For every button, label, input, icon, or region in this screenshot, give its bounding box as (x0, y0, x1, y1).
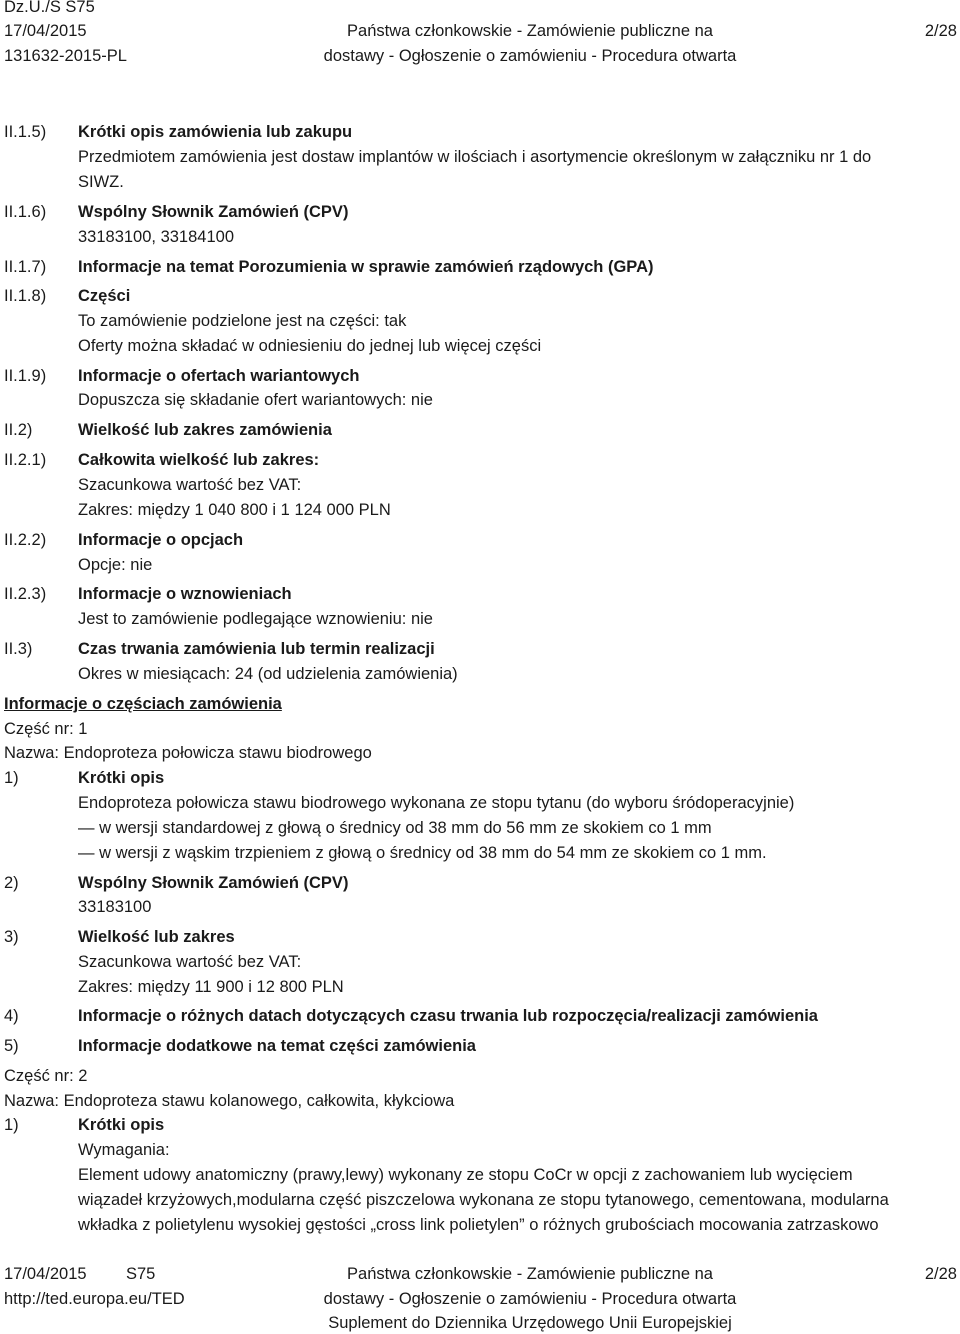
section-heading: Czas trwania zamówienia lub termin realizacji (78, 640, 435, 658)
part-name: Nazwa: Endoproteza połowicza stawu biodrowego (4, 744, 372, 762)
section-number: II.2.2) (4, 531, 47, 549)
item-text: Szacunkowa wartość bez VAT: (78, 953, 302, 971)
item-number: 1) (4, 1116, 19, 1134)
item-text: wiązadeł krzyżowych,modularna część piszczelowa wykonana ze stopu tytanowego, cementowana, modularna (78, 1191, 889, 1209)
header-title-line1: Państwa członkowskie - Zamówienie publiczne na (347, 22, 713, 40)
footer-title-line1: Państwa członkowskie - Zamówienie publiczne na (347, 1265, 713, 1283)
section-heading: Całkowita wielkość lub zakres: (78, 451, 320, 469)
item-heading: Informacje o różnych datach dotyczących czasu trwania lub rozpoczęcia/realizacji zamówienia (78, 1007, 818, 1025)
item-text: Element udowy anatomiczny (prawy,lewy) wykonany ze stopu CoCr w opcji z zachowaniem lub wycięciem (78, 1166, 853, 1184)
item-number: 5) (4, 1037, 19, 1055)
footer-url[interactable]: http://ted.europa.eu/TED (4, 1290, 185, 1308)
section-text: Okres w miesiącach: 24 (od udzielenia zamówienia) (78, 665, 458, 683)
section-heading: Części (78, 287, 131, 305)
footer-title-line3: Suplement do Dziennika Urzędowego Unii Europejskiej (328, 1314, 732, 1332)
section-text: Szacunkowa wartość bez VAT: (78, 476, 302, 494)
part-name: Nazwa: Endoproteza stawu kolanowego, całkowita, kłykciowa (4, 1092, 455, 1110)
item-heading: Krótki opis (78, 1116, 165, 1134)
section-heading: Informacje o wznowieniach (78, 585, 292, 603)
section-number: II.1.5) (4, 123, 47, 141)
item-text: Wymagania: (78, 1141, 170, 1159)
footer-series: S75 (126, 1265, 156, 1283)
part-number: Część nr: 1 (4, 720, 88, 738)
item-text: 33183100 (78, 898, 152, 916)
item-text: wkładka z polietylenu wysokiej gęstości „cross link polietylen” o różnych grubościach mocowania zatrzaskowo (78, 1216, 879, 1234)
section-number: II.1.7) (4, 258, 47, 276)
item-heading: Krótki opis (78, 769, 165, 787)
footer-title-line2: dostawy - Ogłoszenie o zamówieniu - Procedura otwarta (323, 1290, 737, 1308)
section-number: II.1.6) (4, 203, 47, 221)
section-text: 33183100, 33184100 (78, 228, 234, 246)
header-page: 2/28 (924, 22, 957, 40)
header-journal: Dz.U./S S75 (4, 0, 95, 16)
section-text: Przedmiotem zamówienia jest dostaw implantów w ilościach i asortymencie określonym w załączniku nr 1 do (78, 148, 872, 166)
section-heading: Wielkość lub zakres zamówienia (78, 421, 332, 439)
item-number: 2) (4, 874, 19, 892)
section-heading: Informacje na temat Porozumienia w sprawie zamówień rządowych (GPA) (78, 258, 654, 276)
section-text: Dopuszcza się składanie ofert wariantowych: nie (78, 391, 433, 409)
part-number: Część nr: 2 (4, 1067, 88, 1085)
item-text: — w wersji standardowej z głową o średnicy od 38 mm do 56 mm ze skokiem co 1 mm (78, 819, 712, 837)
item-text: — w wersji z wąskim trzpieniem z głową o średnicy od 38 mm do 54 mm ze skokiem co 1 mm. (78, 844, 767, 862)
section-number: II.1.8) (4, 287, 47, 305)
section-text: Oferty można składać w odniesieniu do jednej lub więcej części (78, 337, 542, 355)
header-date: 17/04/2015 (4, 22, 87, 40)
section-heading: Krótki opis zamówienia lub zakupu (78, 123, 353, 141)
section-text: Zakres: między 1 040 800 i 1 124 000 PLN (78, 501, 391, 519)
item-number: 1) (4, 769, 19, 787)
item-heading: Informacje dodatkowe na temat części zamówienia (78, 1037, 476, 1055)
section-number: II.2.3) (4, 585, 47, 603)
item-heading: Wspólny Słownik Zamówień (CPV) (78, 874, 349, 892)
footer-page: 2/28 (924, 1265, 957, 1283)
item-text: Zakres: między 11 900 i 12 800 PLN (78, 978, 344, 996)
section-number: II.1.9) (4, 367, 47, 385)
parts-heading: Informacje o częściach zamówienia (4, 695, 282, 713)
footer-date: 17/04/2015 (4, 1265, 87, 1283)
header-doc-id: 131632-2015-PL (4, 47, 127, 65)
header-title-line2: dostawy - Ogłoszenie o zamówieniu - Procedura otwarta (323, 47, 737, 65)
item-text: Endoproteza połowicza stawu biodrowego wykonana ze stopu tytanu (do wyboru śródoperacyjnie) (78, 794, 795, 812)
section-heading: Informacje o opcjach (78, 531, 244, 549)
section-number: II.2) (4, 421, 33, 439)
section-heading: Informacje o ofertach wariantowych (78, 367, 360, 385)
section-text: To zamówienie podzielone jest na części: tak (78, 312, 407, 330)
section-number: II.2.1) (4, 451, 47, 469)
section-text: Jest to zamówienie podlegające wznowieniu: nie (78, 610, 433, 628)
section-heading: Wspólny Słownik Zamówień (CPV) (78, 203, 349, 221)
section-text: Opcje: nie (78, 556, 153, 574)
section-text: SIWZ. (78, 173, 124, 191)
item-number: 3) (4, 928, 19, 946)
section-number: II.3) (4, 640, 33, 658)
item-heading: Wielkość lub zakres (78, 928, 235, 946)
item-number: 4) (4, 1007, 19, 1025)
